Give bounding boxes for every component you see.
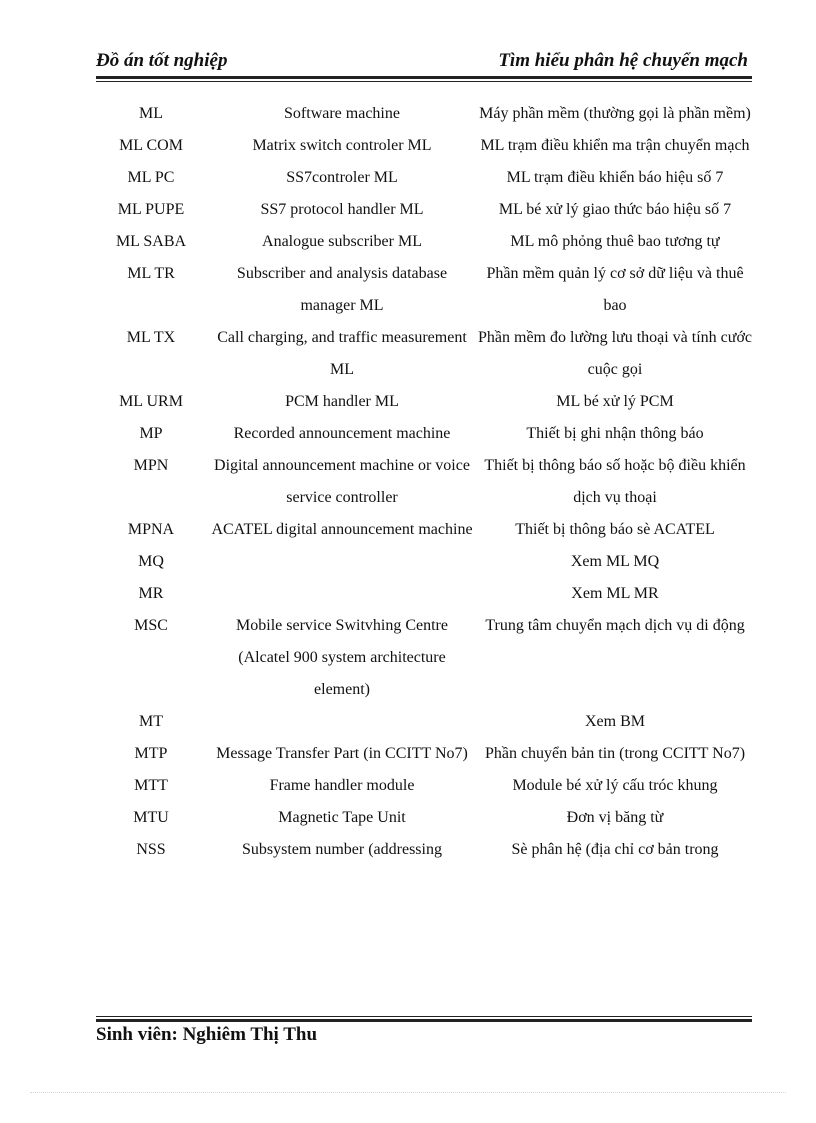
glossary-vietnamese-term: Phần chuyển bản tin (trong CCITT No7)	[484, 745, 746, 762]
glossary-vietnamese-term: Xem BM	[585, 713, 645, 730]
glossary-abbreviation: MT	[139, 713, 163, 730]
glossary-row	[96, 770, 752, 802]
glossary-row	[96, 418, 752, 450]
header-rule-thick	[96, 76, 752, 79]
glossary-vietnamese-term: Module bé xử lý cấu tróc khung	[512, 777, 718, 794]
glossary-vietnamese-term: ML bé xử lý giao thức báo hiệu số 7	[498, 201, 732, 218]
glossary-english-term: Frame handler module	[269, 777, 415, 794]
glossary-row	[96, 578, 752, 610]
glossary-abbreviation: ML PUPE	[117, 201, 185, 218]
glossary-row	[96, 386, 752, 418]
glossary-row	[96, 322, 752, 386]
glossary-english-term: Magnetic Tape Unit	[278, 809, 406, 826]
glossary-vietnamese-term: Thiết bị thông báo số hoặc bộ điều khiển dịch vụ thoại	[484, 457, 746, 506]
glossary-abbreviation: MR	[138, 585, 164, 602]
glossary-vietnamese-term: ML trạm điều khiển ma trận chuyển mạch	[480, 137, 750, 154]
glossary-english-term: Call charging, and traffic measurement ML	[217, 329, 467, 378]
glossary-english-term: Matrix switch controler ML	[252, 137, 432, 154]
glossary-english-term: PCM handler ML	[285, 393, 399, 410]
glossary-row	[96, 802, 752, 834]
glossary-vietnamese-term: Phần mềm đo lường lưu thoại và tính cước cuộc gọi	[478, 329, 753, 378]
glossary-abbreviation: MPN	[133, 457, 169, 474]
glossary-abbreviation: NSS	[136, 841, 166, 858]
glossary-row	[96, 194, 752, 226]
footer-student-name: Sinh viên: Nghiêm Thị Thu	[96, 1024, 318, 1045]
page-edge-dots	[30, 1092, 786, 1093]
glossary-english-term: Subscriber and analysis database manager ML	[236, 265, 448, 314]
footer-rule-thin	[96, 1016, 752, 1017]
glossary-vietnamese-term: Thiết bị thông báo sè ACATEL	[515, 521, 715, 538]
glossary-vietnamese-term: Phần mềm quản lý cơ sở dữ liệu và thuê bao	[486, 265, 744, 314]
glossary-abbreviation: MP	[139, 425, 163, 442]
header-topic-title: Tìm hiểu phân hệ chuyển mạch	[498, 50, 748, 71]
glossary-table	[96, 98, 752, 866]
glossary-english-term: Software machine	[284, 105, 400, 122]
glossary-abbreviation: ML TR	[127, 265, 175, 282]
glossary-vietnamese-term: Đơn vị băng từ	[566, 809, 664, 826]
glossary-row	[96, 98, 752, 130]
glossary-english-term: Mobile service Switvhing Centre (Alcatel 900 system architecture element)	[236, 617, 448, 698]
glossary-row	[96, 130, 752, 162]
glossary-vietnamese-term: ML trạm điều khiển báo hiệu số 7	[506, 169, 724, 186]
glossary-english-term: ACATEL digital announcement machine	[211, 521, 473, 538]
glossary-row	[96, 258, 752, 322]
glossary-row	[96, 514, 752, 546]
glossary-row	[96, 610, 752, 706]
glossary-row	[96, 834, 752, 866]
glossary-abbreviation: MTP	[134, 745, 168, 762]
glossary-abbreviation: MSC	[134, 617, 168, 634]
glossary-english-term: SS7controler ML	[286, 169, 398, 186]
glossary-english-term: Message Transfer Part (in CCITT No7)	[216, 745, 468, 762]
glossary-abbreviation: ML SABA	[115, 233, 187, 250]
glossary-abbreviation: MTU	[133, 809, 169, 826]
glossary-row	[96, 450, 752, 514]
glossary-row	[96, 546, 752, 578]
glossary-vietnamese-term: Thiết bị ghi nhận thông báo	[526, 425, 704, 442]
glossary-vietnamese-term: Xem ML MR	[571, 585, 659, 602]
glossary-abbreviation: MQ	[138, 553, 164, 570]
glossary-english-term: Analogue subscriber ML	[262, 233, 422, 250]
glossary-row	[96, 162, 752, 194]
glossary-abbreviation: MPNA	[127, 521, 175, 538]
glossary-vietnamese-term: ML bé xử lý PCM	[556, 393, 674, 410]
glossary-row	[96, 706, 752, 738]
glossary-vietnamese-term: Máy phần mềm (thường gọi là phần mềm)	[479, 105, 751, 122]
glossary-row	[96, 738, 752, 770]
glossary-row	[96, 226, 752, 258]
glossary-english-term: SS7 protocol handler ML	[260, 201, 424, 218]
glossary-abbreviation: ML	[139, 105, 163, 122]
glossary-vietnamese-term: Trung tâm chuyển mạch dịch vụ di động	[485, 617, 745, 634]
glossary-abbreviation: MTT	[134, 777, 168, 794]
glossary-vietnamese-term: Sè phân hệ (địa chỉ cơ bản trong	[511, 841, 719, 858]
glossary-abbreviation: ML TX	[126, 329, 176, 346]
glossary-english-term: Digital announcement machine or voice service controller	[214, 457, 470, 506]
glossary-abbreviation: ML PC	[127, 169, 175, 186]
header-thesis-title: Đồ án tốt nghiệp	[96, 50, 228, 71]
glossary-vietnamese-term: Xem ML MQ	[570, 553, 660, 570]
glossary-english-term: Recorded announcement machine	[233, 425, 451, 442]
glossary-abbreviation: ML COM	[119, 137, 183, 154]
footer-rule-thick	[96, 1019, 752, 1022]
glossary-abbreviation: ML URM	[119, 393, 183, 410]
glossary-vietnamese-term: ML mô phỏng thuê bao tương tự	[510, 233, 720, 250]
header-rule-thin	[96, 81, 752, 82]
glossary-english-term: Subsystem number (addressing	[242, 841, 442, 858]
